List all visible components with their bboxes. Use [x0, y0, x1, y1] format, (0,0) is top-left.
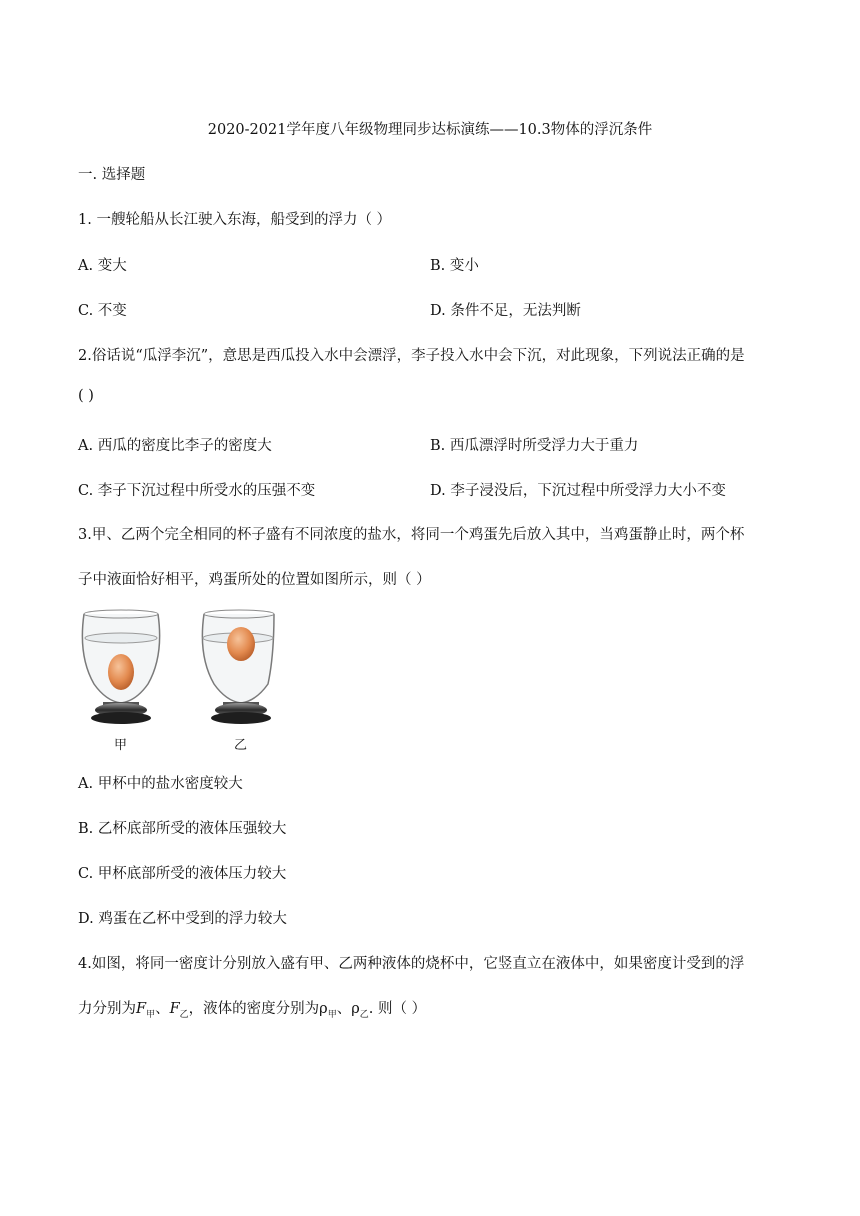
- q3-option-a: A. 甲杯中的盐水密度较大: [78, 776, 243, 792]
- q4-rho-symbol-2: ρ: [351, 1001, 360, 1017]
- figure-label-jia: 甲: [114, 738, 128, 753]
- q4-text-part2: ，液体的密度分别为: [188, 1001, 320, 1017]
- question-2-stem-line2: ( ): [78, 388, 94, 404]
- q4-text-part3: . 则（ ）: [368, 1001, 427, 1017]
- q4-rho-subscript-yi: 乙: [359, 1010, 369, 1020]
- page-title: 2020-2021学年度八年级物理同步达标演练——10.3物体的浮沉条件: [207, 122, 653, 138]
- egg-cups-figure: [76, 606, 276, 756]
- q4-separator-2: 、: [336, 1001, 352, 1017]
- q4-subscript-jia: 甲: [146, 1010, 156, 1020]
- cup-yi: [202, 610, 274, 724]
- q2-option-a: A. 西瓜的密度比李子的密度大: [78, 438, 272, 454]
- q4-text-part1: 力分别为: [78, 1001, 136, 1017]
- q2-option-b: B. 西瓜漂浮时所受浮力大于重力: [430, 438, 639, 454]
- q1-option-b: B. 变小: [430, 258, 479, 274]
- q4-force-symbol-2: F: [169, 1001, 180, 1017]
- section-heading: 一. 选择题: [78, 167, 146, 183]
- question-4-stem-line1: 4.如图，将同一密度计分别放入盛有甲、乙两种液体的烧杯中，它竖直立在液体中，如果密度计受到的浮: [78, 956, 745, 972]
- question-4-stem-line2: [78, 997, 426, 1018]
- question-1-stem: 1. 一艘轮船从长江驶入东海，船受到的浮力（ ）: [78, 212, 392, 228]
- q2-option-c: C. 李子下沉过程中所受水的压强不变: [78, 483, 316, 499]
- q4-separator-1: 、: [155, 1001, 170, 1017]
- q3-option-b: B. 乙杯底部所受的液体压强较大: [78, 821, 287, 837]
- q1-option-a: A. 变大: [78, 258, 127, 274]
- q4-rho-subscript-jia: 甲: [327, 1010, 337, 1020]
- question-2-stem-line1: 2.俗话说“瓜浮李沉”，意思是西瓜投入水中会漂浮，李子投入水中会下沉，对此现象，下列说法正确的是: [78, 348, 745, 364]
- q1-option-c: C. 不变: [78, 303, 127, 319]
- q4-force-symbol-1: F: [136, 1001, 147, 1017]
- q2-option-d: D. 李子浸没后，下沉过程中所受浮力大小不变: [430, 483, 726, 499]
- q3-option-d: D. 鸡蛋在乙杯中受到的浮力较大: [78, 911, 287, 927]
- egg-cups-illustration: [76, 606, 276, 726]
- q1-option-d: D. 条件不足，无法判断: [430, 303, 581, 319]
- question-3-stem-line1: 3.甲、乙两个完全相同的杯子盛有不同浓度的盐水，将同一个鸡蛋先后放入其中，当鸡蛋静止时，两个杯: [78, 527, 745, 543]
- cup-jia: [82, 610, 159, 724]
- q3-option-c: C. 甲杯底部所受的液体压力较大: [78, 866, 287, 882]
- question-3-stem-line2: 子中液面恰好相平，鸡蛋所处的位置如图所示，则（ ）: [78, 572, 431, 588]
- q4-subscript-yi: 乙: [179, 1010, 189, 1020]
- figure-label-yi: 乙: [234, 738, 248, 753]
- q4-rho-symbol-1: ρ: [319, 1001, 328, 1017]
